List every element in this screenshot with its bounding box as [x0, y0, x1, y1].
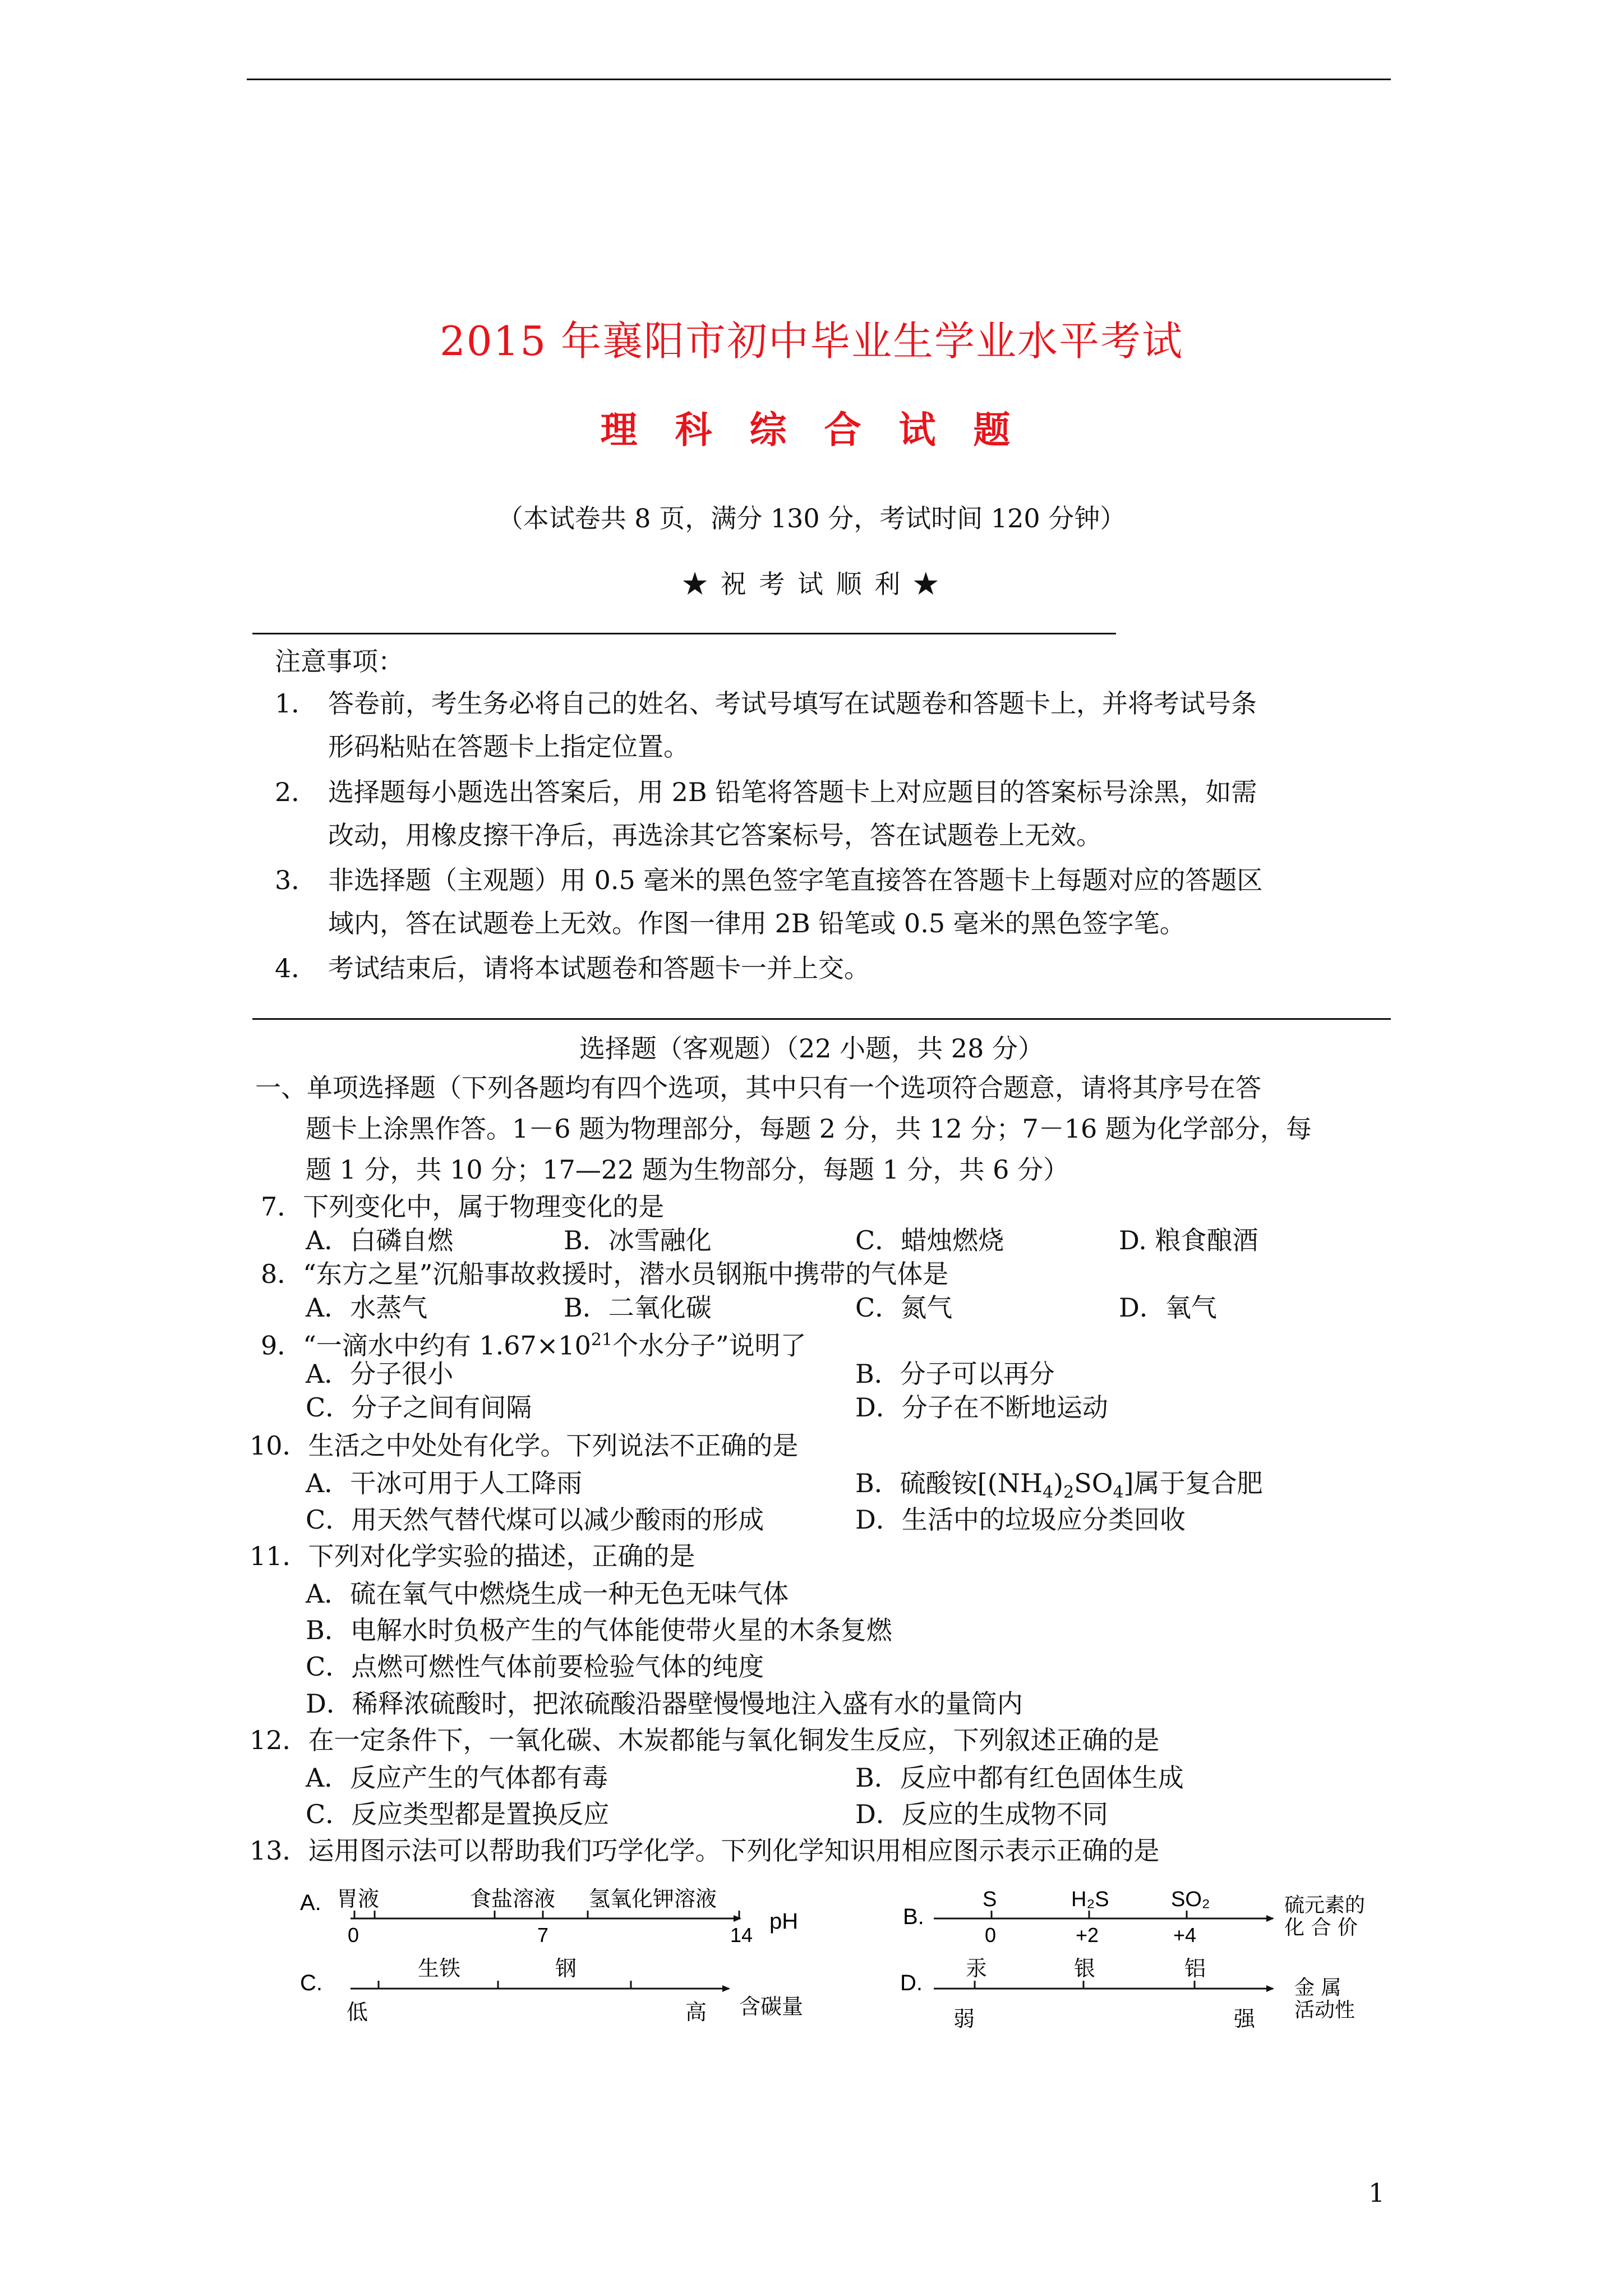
- section-instruction: 一、单项选择题（下列各题均有四个选项，其中只有一个选项符合题意，请将其序号在答: [255, 1073, 1261, 1103]
- diagram-c-end-label: 高: [685, 2000, 707, 2024]
- question-11-option-d: D．稀释浓硫酸时，把浓硫酸沿器壁慢慢地注入盛有水的量筒内: [306, 1688, 1023, 1719]
- page-number: 1: [1368, 2178, 1385, 2208]
- question-7-option-c: C．蜡烛燃烧: [855, 1225, 1004, 1255]
- diagram-b-label: H₂S: [1071, 1888, 1109, 1911]
- diagram-a-label: 氢氧化钾溶液: [589, 1887, 717, 1911]
- diagram-c-label: 钢: [555, 1956, 577, 1981]
- exam-note: （本试卷共 8 页，满分 130 分，考试时间 120 分钟）: [497, 503, 1126, 533]
- notice-item-line: 选择题每小题选出答案后，用 2B 铅笔将答题卡上对应题目的答案标号涂黑，如需: [328, 777, 1257, 807]
- question-12-option-c: C．反应类型都是置换反应: [306, 1799, 610, 1829]
- notice-item-num: 3．: [275, 865, 317, 895]
- question-10-option-c: C．用天然气替代煤可以减少酸雨的形成: [306, 1504, 764, 1535]
- diagram-a-tick-label: 7: [537, 1924, 549, 1947]
- question-9-stem: 9．“一滴水中约有 $1.67\times 10^{21}$个水分子”说明了: [261, 1330, 806, 1361]
- notice-item-num: 4．: [275, 953, 317, 983]
- notice-item-line: 域内，答在试题卷上无效。作图一律用 2B 铅笔或 0.5 毫米的黑色签字笔。: [328, 908, 1186, 938]
- notice-item-line: 考试结束后，请将本试题卷和答题卡一并上交。: [328, 953, 870, 983]
- diagram-d-label: 铝: [1184, 1956, 1206, 1981]
- exam-title: 2015 年襄阳市初中毕业生学业水平考试: [439, 318, 1184, 365]
- diagram-c-letter: C.: [300, 1971, 322, 1995]
- question-10-stem: 10．生活之中处处有化学。下列说法不正确的是: [250, 1430, 799, 1461]
- diagram-c-axis-label: 含碳量: [739, 1994, 804, 2019]
- question-7-option-d: D. 粮食酿酒: [1119, 1225, 1258, 1255]
- diagram-b-label: S: [983, 1888, 997, 1911]
- diagram-b-tick-label: +4: [1173, 1924, 1197, 1947]
- question-12-option-a: A．反应产生的气体都有毒: [306, 1763, 608, 1793]
- diagram-d-axis-label: 活动性: [1294, 1999, 1355, 2022]
- diagram-b-tick-label: 0: [985, 1924, 997, 1947]
- diagram-c-end-label: 低: [347, 2000, 368, 2024]
- diagram-b-tick-label: +2: [1076, 1924, 1099, 1947]
- question-13-stem: 13．运用图示法可以帮助我们巧学化学。下列化学知识用相应图示表示正确的是: [250, 1835, 1160, 1866]
- diagram-b-axis-label: 硫元素的: [1284, 1894, 1366, 1917]
- notice-item-num: 1．: [275, 688, 317, 719]
- section-instruction: 题卡上涂黑作答。1－6 题为物理部分，每题 2 分，共 12 分；7－16 题为化学部分，每: [306, 1114, 1312, 1144]
- diagram-d-letter: D.: [900, 1971, 923, 1995]
- diagram-d-end-label: 弱: [953, 2007, 975, 2031]
- diagram-d-label: 汞: [966, 1956, 988, 1981]
- diagram-c-label: 生铁: [418, 1956, 461, 1981]
- question-10-option-b: B．硫酸铵$[(NH_4)_2SO_4]$属于复合肥: [855, 1468, 1263, 1503]
- exam-subtitle: 理 科 综 合 试 题: [600, 408, 1023, 452]
- diagram-a-tick-label: 0: [348, 1924, 359, 1947]
- notice-item-line: 改动，用橡皮擦干净后，再选涂其它答案标号，答在试题卷上无效。: [328, 820, 1102, 850]
- question-8-option-a: A．水蒸气: [306, 1292, 428, 1323]
- question-8-option-d: D．氧气: [1119, 1292, 1217, 1323]
- notice-item-line: 答卷前，考生务必将自己的姓名、考试号填写在试题卷和答题卡上，并将考试号条: [328, 688, 1257, 719]
- question-9-option-d: D．分子在不断地运动: [855, 1392, 1108, 1423]
- diagram-a-label: 食盐溶液: [470, 1887, 556, 1911]
- question-11-option-b: B．电解水时负极产生的气体能使带火星的木条复燃: [306, 1615, 892, 1645]
- diagram-a-tick-label: 14: [730, 1924, 753, 1947]
- diagram-d-label: 银: [1074, 1956, 1096, 1981]
- question-12-stem: 12．在一定条件下，一氧化碳、木炭都能与氧化铜发生反应，下列叙述正确的是: [250, 1725, 1160, 1755]
- question-7-stem: 7．下列变化中，属于物理变化的是: [261, 1191, 665, 1222]
- notice-item-num: 2．: [275, 777, 317, 807]
- question-8-option-b: B．二氧化碳: [564, 1292, 712, 1323]
- notice-heading: 注意事项：: [275, 646, 404, 677]
- question-8-option-c: C．氮气: [855, 1292, 953, 1323]
- section-heading: 选择题（客观题）（22 小题，共 28 分）: [579, 1033, 1044, 1064]
- question-9-option-c: C．分子之间有间隔: [306, 1392, 532, 1423]
- diagram-b-axis-label: 化 合 价: [1284, 1916, 1358, 1939]
- diagram-d-axis-label: 金 属: [1294, 1976, 1341, 1999]
- question-11-option-a: A．硫在氧气中燃烧生成一种无色无味气体: [306, 1579, 789, 1609]
- question-12-option-b: B．反应中都有红色固体生成: [855, 1763, 1184, 1793]
- diagram-a-letter: A.: [300, 1890, 321, 1915]
- question-12-option-d: D．反应的生成物不同: [855, 1799, 1108, 1829]
- question-9-option-b: B．分子可以再分: [855, 1359, 1055, 1389]
- diagram-a-label: 胃液: [336, 1887, 380, 1911]
- diagram-a-axis-label: pH: [769, 1909, 799, 1934]
- section-instruction: 题 1 分，共 10 分；17—22 题为生物部分，每题 1 分，共 6 分）: [306, 1154, 1069, 1185]
- question-7-option-b: B．冰雪融化: [564, 1225, 712, 1255]
- question-11-stem: 11．下列对化学实验的描述，正确的是: [250, 1541, 695, 1571]
- notice-item-line: 非选择题（主观题）用 0.5 毫米的黑色签字笔直接答在答题卡上每题对应的答题区: [328, 865, 1263, 895]
- question-10-option-d: D．生活中的垃圾应分类回收: [855, 1504, 1186, 1535]
- question-9-option-a: A．分子很小: [306, 1359, 454, 1389]
- exam-wish: ★ 祝 考 试 顺 利 ★: [682, 569, 941, 599]
- question-8-stem: 8．“东方之星”沉船事故救援时，潜水员钢瓶中携带的气体是: [261, 1259, 949, 1289]
- notice-item-line: 形码粘贴在答题卡上指定位置。: [328, 731, 689, 762]
- question-10-option-a: A．干冰可用于人工降雨: [306, 1468, 583, 1498]
- diagram-b-letter: B.: [903, 1904, 924, 1929]
- question-7-option-a: A．白磷自燃: [306, 1225, 454, 1255]
- question-11-option-c: C．点燃可燃性气体前要检验气体的纯度: [306, 1651, 764, 1682]
- diagram-b-label: SO₂: [1171, 1888, 1210, 1911]
- diagram-d-end-label: 强: [1234, 2007, 1256, 2031]
